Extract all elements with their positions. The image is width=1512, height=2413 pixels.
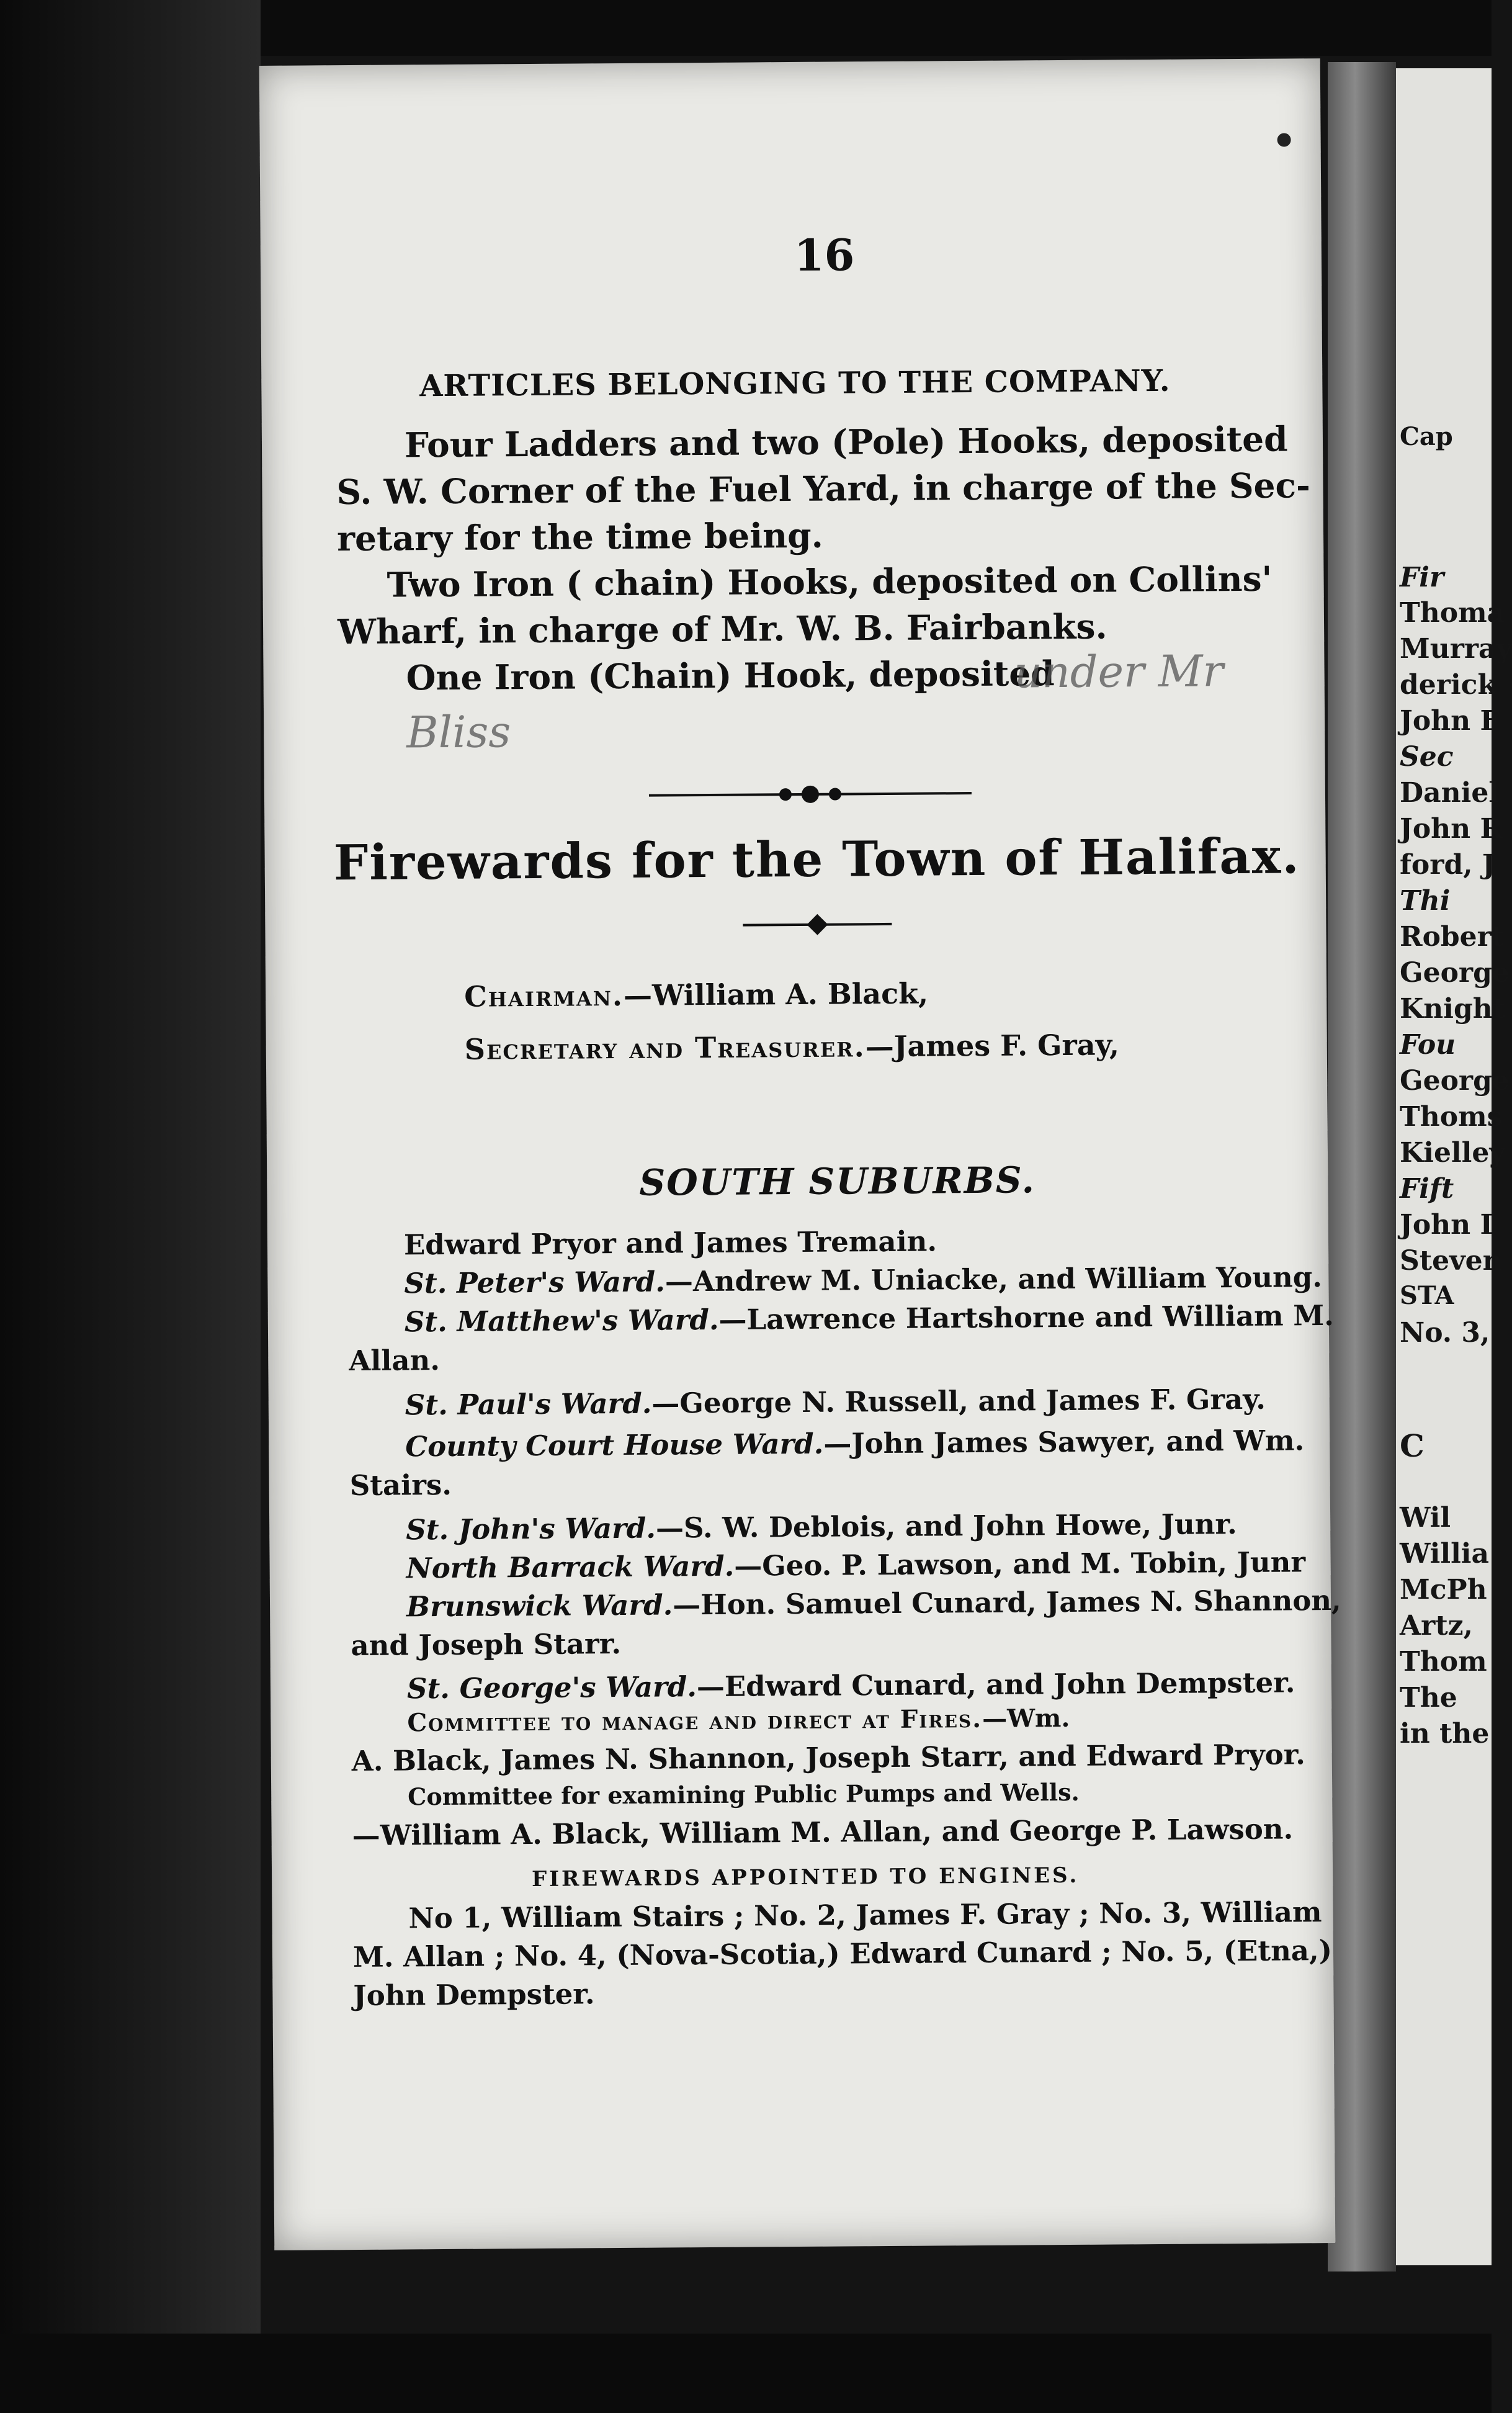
next-page-line: Artz, bbox=[1400, 1610, 1473, 1642]
articles-heading: ARTICLES BELONGING TO THE COMPANY. bbox=[419, 363, 1171, 404]
next-page-line: ford, J bbox=[1400, 849, 1495, 881]
ward-text: and Joseph Starr. bbox=[351, 1627, 622, 1663]
ward-entry bbox=[405, 1299, 1334, 1338]
next-page-line: Knight bbox=[1400, 993, 1506, 1025]
engines-line: No 1, William Stairs ; No. 2, James F. Gray ; No. 3, William bbox=[408, 1895, 1322, 1935]
next-page-line: Willia bbox=[1400, 1538, 1490, 1570]
articles-line: One Iron (Chain) Hook, deposited bbox=[406, 653, 1055, 698]
committee-pumps-label: Committee for examining Public Pumps and Wells. bbox=[408, 1777, 1080, 1811]
next-page-line: derick bbox=[1400, 669, 1496, 701]
ward-text: —Andrew M. Uniacke, and William Young. bbox=[664, 1260, 1323, 1298]
section-heading: SOUTH SUBURBS. bbox=[639, 1159, 1036, 1204]
secretary-label: Secretary and Treasurer. bbox=[464, 1030, 866, 1066]
next-page-line: John F bbox=[1400, 705, 1500, 737]
next-page-line: Kielley bbox=[1400, 1137, 1505, 1169]
ward-text: Stairs. bbox=[349, 1468, 452, 1503]
next-page-line: Murray bbox=[1400, 633, 1512, 665]
ward-text: —Hon. Samuel Cunard, James N. Shannon, bbox=[673, 1583, 1341, 1622]
ornament-divider-bottom bbox=[743, 912, 892, 938]
next-page-line: Steven bbox=[1400, 1245, 1503, 1277]
ward-entry bbox=[407, 1666, 1295, 1705]
next-page-line: Wil bbox=[1400, 1502, 1451, 1534]
next-page-line: Thom bbox=[1400, 1646, 1487, 1678]
next-page-line: The bbox=[1400, 1682, 1457, 1714]
handwritten-annotation: under Mr bbox=[1014, 645, 1224, 698]
chairman-label: Chairman. bbox=[464, 978, 624, 1013]
next-page-line: McPh bbox=[1400, 1574, 1487, 1606]
next-page-line: Sec bbox=[1400, 741, 1454, 773]
scan-frame-bottom bbox=[0, 2334, 1492, 2413]
ward-name: St. John's Ward. bbox=[406, 1511, 656, 1547]
ward-entry bbox=[405, 1383, 1266, 1422]
ward-entry bbox=[406, 1584, 1341, 1624]
ward-entry bbox=[350, 1468, 452, 1502]
ward-text: —Geo. P. Lawson, and M. Tobin, Junr bbox=[734, 1545, 1306, 1583]
next-page-line: No. 3, bbox=[1400, 1317, 1490, 1349]
ward-name: St. Paul's Ward. bbox=[405, 1386, 652, 1422]
next-page-line: Daniel bbox=[1400, 777, 1500, 809]
next-page-line: Robert bbox=[1400, 921, 1505, 953]
next-page-line: Fou bbox=[1400, 1029, 1456, 1061]
ward-text: Allan. bbox=[349, 1344, 441, 1378]
ward-text: Edward Pryor and James Tremain. bbox=[403, 1224, 937, 1262]
secretary-name: —James F. Gray, bbox=[865, 1028, 1120, 1064]
ward-text: —S. W. Deblois, and John Howe, Junr. bbox=[655, 1508, 1237, 1545]
ward-name: North Barrack Ward. bbox=[406, 1549, 735, 1585]
committee-manage-label: Committee to manage and direct at Fires. bbox=[407, 1704, 983, 1738]
page-number: 16 bbox=[794, 229, 855, 281]
scan-frame-left bbox=[0, 0, 261, 2413]
next-page-line: Thoms bbox=[1400, 1101, 1503, 1133]
ward-entry bbox=[405, 1424, 1304, 1463]
ward-name: Brunswick Ward. bbox=[406, 1588, 673, 1624]
ward-name: County Court House Ward. bbox=[405, 1427, 824, 1463]
articles-line: Wharf, in charge of Mr. W. B. Fairbanks. bbox=[337, 606, 1107, 652]
articles-line: S. W. Corner of the Fuel Yard, in charge of the Sec- bbox=[336, 465, 1311, 513]
committee-manage-line bbox=[407, 1704, 1070, 1737]
book-gutter bbox=[1328, 62, 1396, 2271]
next-page-line: George bbox=[1400, 957, 1510, 989]
next-page-line: Fift bbox=[1400, 1173, 1454, 1205]
handwritten-annotation: Bliss bbox=[406, 706, 511, 758]
chairman-line bbox=[464, 977, 928, 1013]
next-page-line: John I bbox=[1400, 1209, 1493, 1241]
ward-entry bbox=[349, 1344, 440, 1377]
ornament-divider-top bbox=[649, 778, 972, 811]
articles-line: Two Iron ( chain) Hooks, deposited on Collins' bbox=[387, 558, 1273, 605]
secretary-line bbox=[465, 1028, 1119, 1066]
articles-line: retary for the time being. bbox=[336, 515, 823, 559]
next-page-line: C bbox=[1400, 1427, 1425, 1464]
next-page-line: in the bbox=[1400, 1718, 1490, 1750]
next-page-line: Thoma bbox=[1400, 597, 1505, 629]
engines-heading: FIREWARDS APPOINTED TO ENGINES. bbox=[531, 1863, 1080, 1892]
next-page-line: Cap bbox=[1400, 422, 1453, 451]
next-page-line: STA bbox=[1400, 1281, 1454, 1310]
book-page bbox=[259, 58, 1341, 2250]
committee-manage-text: —Wm. bbox=[982, 1703, 1070, 1733]
ward-name: St. George's Ward. bbox=[406, 1670, 697, 1705]
facing-page-fragment bbox=[1396, 68, 1512, 2265]
ward-entry bbox=[406, 1508, 1237, 1546]
page-blemish bbox=[1277, 133, 1291, 146]
ward-text: —John James Sawyer, and Wm. bbox=[823, 1424, 1305, 1460]
next-page-line: John R bbox=[1400, 813, 1503, 845]
next-page-line: Fir bbox=[1400, 562, 1444, 593]
ward-name: St. Matthew's Ward. bbox=[404, 1303, 719, 1339]
engines-line: M. Allan ; No. 4, (Nova-Scotia,) Edward Cunard ; No. 5, (Etna,) bbox=[352, 1934, 1333, 1974]
ward-entry bbox=[351, 1627, 621, 1662]
ward-entry bbox=[404, 1224, 937, 1261]
ward-name: St. Peter's Ward. bbox=[404, 1265, 666, 1300]
committee-manage-members: A. Black, James N. Shannon, Joseph Starr, and Edward Pryor. bbox=[351, 1738, 1306, 1778]
ward-text: —Lawrence Hartshorne and William M. bbox=[718, 1298, 1334, 1336]
next-page-line: George bbox=[1400, 1065, 1510, 1097]
page-title: Firewards for the Town of Halifax. bbox=[333, 828, 1300, 892]
engines-line: John Dempster. bbox=[353, 1977, 595, 2013]
ward-entry bbox=[406, 1545, 1305, 1584]
ward-text: —Edward Cunard, and John Dempster. bbox=[696, 1666, 1295, 1704]
ward-text: —George N. Russell, and James F. Gray. bbox=[651, 1382, 1266, 1420]
articles-line: Four Ladders and two (Pole) Hooks, deposited bbox=[404, 418, 1288, 465]
ward-entry bbox=[404, 1260, 1322, 1300]
chairman-name: —William A. Black, bbox=[623, 976, 929, 1012]
committee-pumps-members: —William A. Black, William M. Allan, and George P. Lawson. bbox=[352, 1812, 1294, 1853]
next-page-line: Thi bbox=[1400, 885, 1451, 917]
